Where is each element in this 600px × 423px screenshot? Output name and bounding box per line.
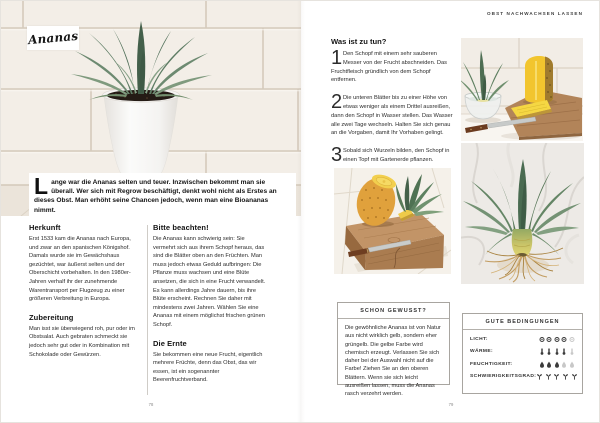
- step-3-number: 3: [331, 144, 343, 167]
- section-title-bitte-beachten: Bitte beachten!: [153, 223, 209, 232]
- step-2-number: 2: [331, 91, 343, 114]
- right-column: [153, 223, 267, 385]
- photo-crown-in-water-and-cut-pineapple: [461, 38, 583, 141]
- chapter-label-text: Ananas: [27, 28, 79, 48]
- photo-rooted-crown-on-marble: [461, 143, 584, 284]
- section-title-zubereitung: Zubereitung: [29, 312, 74, 322]
- steps-column: [331, 37, 453, 174]
- step-3-text: Sobald sich Wurzeln bilden, den Schopf in einen Topf mit Gartenerde pflanzen.: [343, 148, 450, 163]
- sprout-icon-rating: [536, 373, 577, 380]
- chapter-label: [27, 26, 79, 50]
- step-1-text: Den Schopf mit einem sehr sauberen Messer von der Frucht abschneiden. Das Fruchtfleisch gründlich von dem Schopf entfernen.: [331, 51, 448, 84]
- condition-label-warmth: WÄRME:: [470, 349, 494, 355]
- photo-pineapple-on-wood-block: [334, 168, 451, 274]
- column-divider: [147, 225, 148, 395]
- intro-paragraph: [29, 173, 296, 216]
- step-3: [331, 144, 453, 167]
- intro-text: ange war die Ananas selten und teuer. Inzwischen bekommt man sie überall. Wer sich mit Regrow beschäftigt, denkt wohl nicht als Erstes an dieses Obst. Man erhöht seine Chancen jedoch, wenn man eine Bioananas nimmt.: [34, 179, 277, 214]
- crown-base: [512, 229, 532, 257]
- dropcap: L: [34, 173, 49, 199]
- sun-icon-rating: [539, 336, 575, 343]
- section-body-zubereitung: Man isst sie überwiegend roh, pur oder im Obstsalat. Auch gebraten schmeckt sie jedoch sehr gut oder in Kombination mit Schokolade oder Gewürzen.: [29, 325, 135, 358]
- fact-box: [337, 302, 450, 398]
- section-body-herkunft: Erst 1533 kam die Ananas nach Europa, und zwar an den spanischen Königshof. Damals wurde sie im Gewächshaus gezüchtet, war äußerst selten und der Oberschicht vorbehalten. In den 1980er-Jahren verhalf ihr der zunehmende Warentransport per Flugzeug zu einer größeren Verbreitung in Europa.: [29, 236, 131, 303]
- conditions-box-title: GUTE BEDINGUNGEN: [463, 314, 582, 330]
- cut-pineapple-half: [523, 56, 557, 105]
- steps-title: Was ist zu tun?: [331, 37, 387, 46]
- conditions-rows: [463, 330, 582, 380]
- section-title-herkunft: Herkunft: [29, 223, 61, 232]
- thermometer-icon-rating: [539, 348, 575, 355]
- condition-row-light: [470, 336, 575, 343]
- conditions-box: [462, 313, 583, 394]
- condition-label-humidity: FEUCHTIGKEIT:: [470, 361, 513, 367]
- step-1-number: 1: [331, 47, 343, 69]
- fact-box-title: SCHON GEWUSST?: [338, 303, 449, 319]
- condition-label-light: LICHT:: [470, 337, 488, 342]
- page-number-right: 79: [448, 402, 454, 407]
- running-header: OBST NACHWACHSEN LASSEN: [487, 11, 583, 16]
- condition-row-difficulty: [470, 373, 575, 380]
- condition-label-difficulty: SCHWIERIGKEITSGRAD:: [470, 374, 537, 380]
- section-body-die-ernte: Sie bekommen eine neue Frucht, eigentlich mehrere Früchte, denn das Obst, das wir essen, ist ein sogenannter Beerenfruchtverband.: [153, 351, 263, 384]
- step-1: [331, 47, 453, 85]
- section-title-die-ernte: Die Ernte: [153, 338, 187, 348]
- left-column: [29, 223, 140, 359]
- drop-icon-rating: [539, 361, 575, 368]
- section-body-bitte-beachten: Die Ananas kann schwierig sein: Sie vermehrt sich aus ihrem Schopf heraus, das sind die Blätter oben an den Früchten. Man muss jedoch etwas Geduld aufbringen: Die Pflanze muss wachsen und eine Blüte ansetzen, die sich in eine Frucht verwandelt. Es kann allerdings Jahre dauern, bis ihre Blüte erscheint. Rechnen Sie daher mit mindestens zwei Jahren. Wählen Sie eine Ananas mit einem möglichst frischen grünen Schopf.: [153, 236, 266, 328]
- condition-row-humidity: [470, 361, 575, 368]
- page-number-left: 78: [148, 402, 154, 407]
- condition-row-warmth: [470, 348, 575, 355]
- step-2-text: Die unteren Blätter bis zu einer Höhe von etwas weniger als einem Drittel ausreißen, dann den Schopf in Wasser stellen. Das Wasser alle zwei Tage wechseln. Halten Sie sich genau an die Vorgaben, damit Ihr Vorhaben gelingt.: [331, 95, 453, 137]
- step-2: [331, 91, 453, 138]
- fact-box-body: Die gewöhnliche Ananas ist von Natur aus nicht wirklich gelb, sondern eher grüngelb. Die gelbe Farbe wird chemisch erzeugt. Verlassen Sie sich daher bei der Auswahl nicht auf die Farbe! Ziehen Sie an den oberen Blättern. Wenn sie sich leicht ausreißen lassen, muss die Ananas rasch verzehrt werden.: [345, 325, 441, 398]
